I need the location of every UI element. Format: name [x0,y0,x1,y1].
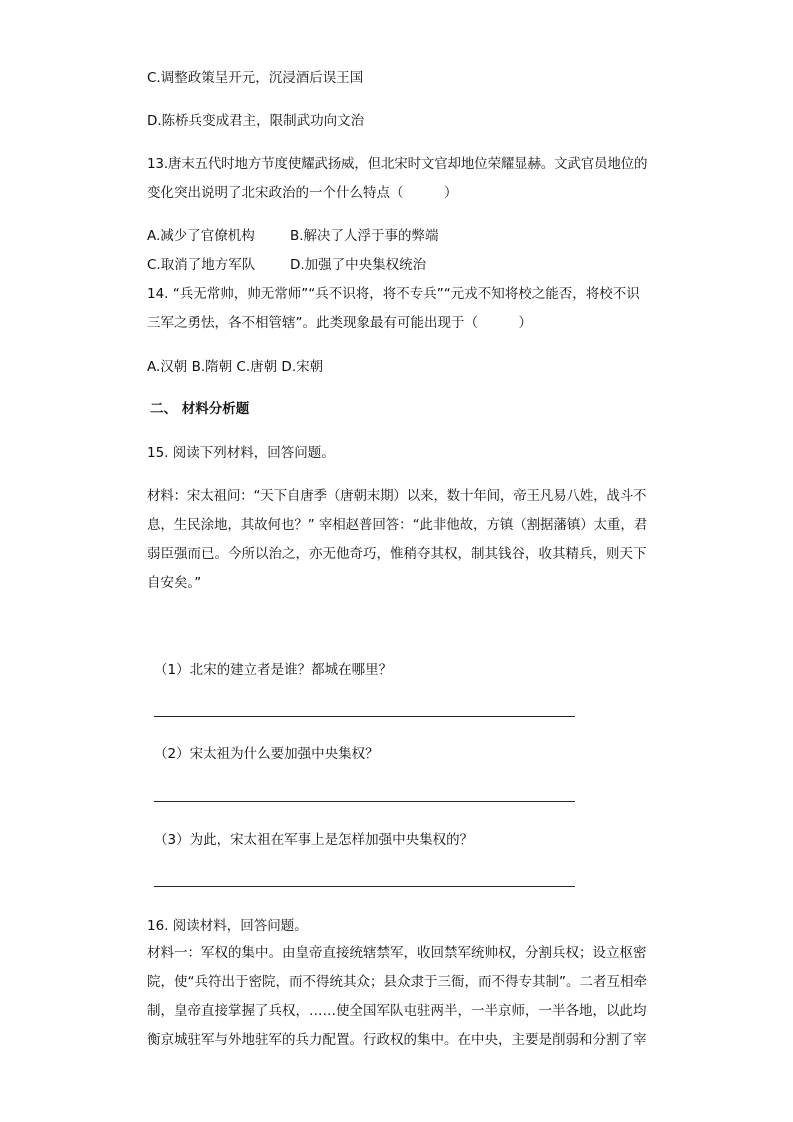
q13-stem-line1: 13.唐末五代时地方节度使耀武扬威，但北宋时文官却地位荣耀显赫。文武官员地位的 [147,156,648,172]
q16-material-line1: 材料一：军权的集中。由皇帝直接统辖禁军，收回禁军统帅权，分割兵权；设立枢密 [147,945,647,961]
q14-stem-line1: 14. “兵无常帅，帅无常师”“兵不识将，将不专兵”“元戎不知将校之能否，将校不识 [147,286,640,302]
q13-option-b: B.解决了人浮于事的弊端 [290,228,439,244]
q15-sub-question-3: （3）为此，宋太祖在军事上是怎样加强中央集权的？ [154,832,474,848]
q15-material-line4: 自安矣。” [147,575,202,591]
section-heading: 二、 材料分析题 [150,401,250,417]
answer-line-1[interactable] [154,716,575,717]
q12-option-d: D.陈桥兵变成君主，限制武功向文治 [147,113,365,129]
q14-options: A.汉朝 B.隋朝 C.唐朝 D.宋朝 [147,359,324,375]
answer-line-2[interactable] [154,801,575,802]
q16-material-line2: 院，使“兵符出于密院，而不得统其众；县众隶于三衙，而不得专其制”。二者互相牵 [147,974,647,990]
q15-stem: 15. 阅读下列材料，回答问题。 [147,445,335,461]
q15-sub-question-2: （2）宋太祖为什么要加强中央集权？ [154,746,379,762]
q15-material-line2: 息，生民涂地，其故何也？” 宰相赵普回答：“此非他故，方镇（割据藩镇）太重，君 [147,517,648,533]
q15-material-line3: 弱臣强而已。今所以治之，亦无他奇巧，惟稍夺其权，制其钱谷，收其精兵，则天下 [147,546,647,562]
q13-option-a: A.减少了官僚机构 [147,228,255,244]
q15-material-line1: 材料：宋太祖问：“天下自唐季（唐朝末期）以来，数十年间，帝王凡易八姓，战斗不 [147,488,647,504]
q15-sub-question-1: （1）北宋的建立者是谁？都城在哪里？ [154,662,393,678]
q16-stem: 16. 阅读材料，回答问题。 [147,918,308,934]
q13-option-c: C.取消了地方军队 [147,257,256,273]
q16-material-line3: 制，皇帝直接掌握了兵权，……使全国军队屯驻两半，一半京师，一半各地，以此均 [147,1003,647,1019]
q14-stem-line2: 三军之勇怯，各不相管辖”。此类现象最有可能出现于（ ） [147,315,532,331]
q13-option-d: D.加强了中央集权统治 [290,257,427,273]
q16-material-line4: 衡京城驻军与外地驻军的兵力配置。行政权的集中。在中央，主要是削弱和分割了宰 [147,1032,647,1048]
answer-line-3[interactable] [154,886,575,887]
q13-stem-line2: 变化突出说明了北宋政治的一个什么特点（ ） [147,185,458,201]
q12-option-c: C.调整政策呈开元，沉浸酒后误王国 [147,70,364,86]
